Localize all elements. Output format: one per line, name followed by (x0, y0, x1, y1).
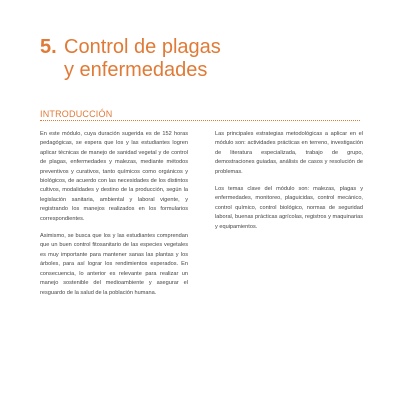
right-column (215, 130, 363, 240)
paragraph: Las principales estrategias metodológicas a aplicar en el módulo son: actividades prácticas en terreno, investigación de literatura especializada, trabajo de grupo, demostraciones guiadas, análisis de casos y resolución de problemas. (215, 131, 363, 175)
page-title (40, 36, 370, 82)
chapter-number: 5. (40, 36, 57, 58)
left-column (40, 130, 188, 306)
paragraph: En este módulo, cuya duración sugerida es de 152 horas pedagógicas, se espera que los y las estudiantes logren aplicar técnicas de manejo de sanidad vegetal y de control de plagas, enfermedades y malezas, mediante métodos preventivos y curativos, tanto químicos como orgánicos y biológicos, de acuerdo con las necesidades de los distintos cultivos, modalidades y destino de la producción, según la legislación sanitaria, ambiental y laboral vigente, y registrando los manejos realizados en los formularios correspondientes. (40, 131, 188, 222)
section-divider (40, 120, 360, 121)
paragraph: Los temas clave del módulo son: malezas, plagas y enfermedades, monitoreo, plaguicidas, control mecánico, control químico, control biológico, normas de seguridad laboral, buenas prácticas agrícolas, registros y maquinarias y equipamientos. (215, 186, 363, 230)
title-text-2: y enfermedades (64, 59, 208, 81)
title-line-1 (40, 36, 370, 59)
title-line-2 (40, 59, 370, 82)
section-heading: INTRODUCCIÓN (40, 109, 113, 119)
paragraph: Asimismo, se busca que los y las estudiantes comprendan que un buen control fitosanitario de las especies vegetales es muy importante para mantener sanas las plantas y los árboles, para así lograr los rendimientos esperados. En consecuencia, lo anterior es relevante para realizar un manejo sostenible del medioambiente y asegurar el resguardo de la salud de la población humana. (40, 233, 188, 296)
title-text-1: Control de plagas (64, 36, 221, 58)
